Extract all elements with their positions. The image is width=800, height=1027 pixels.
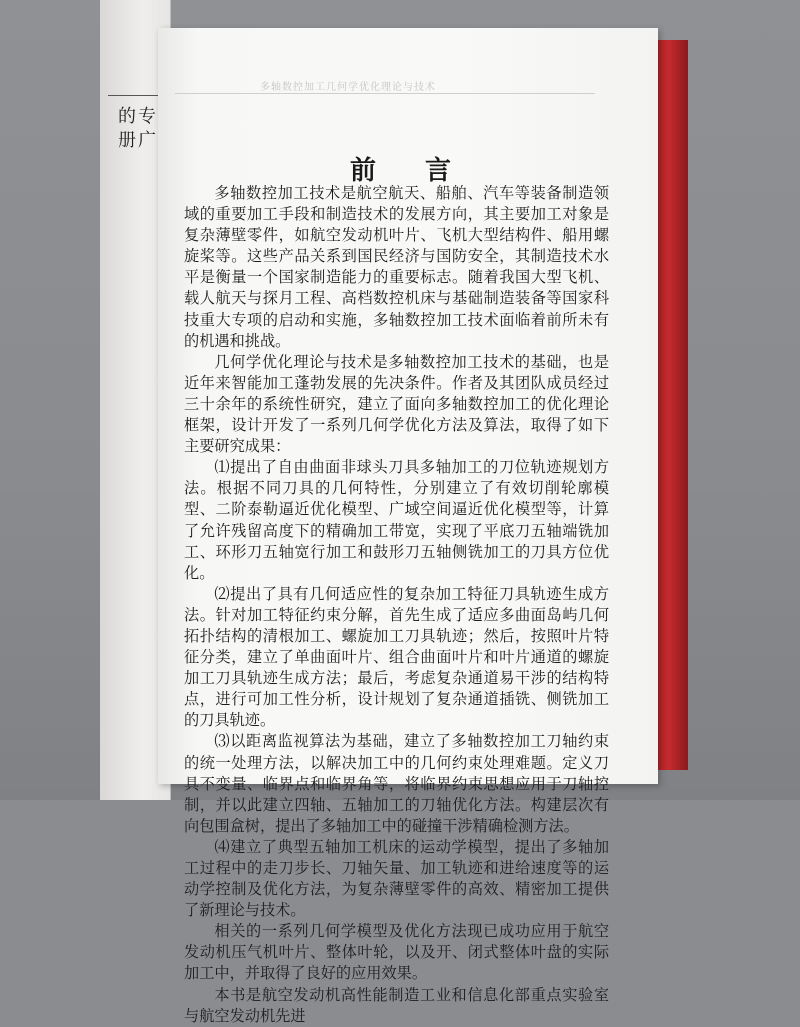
paragraph: ⑴提出了自由曲面非球头刀具多轴加工的刀位轨迹规划方法。根据不同刀具的几何特性，分别建立了有效切削轮廓模型、二阶泰勒逼近优化模型、广域空间逼近优化模型等，计算了允许残留高度下的精确加工带宽，实现了平底刀五轴端铣加工、环形刀五轴宽行加工和鼓形刀五轴侧铣加工的刀具方位优化。 (184, 458, 609, 582)
paragraph: 本书是航空发动机高性能制造工业和信息化部重点实验室与航空发动机先进 (184, 985, 609, 1025)
paragraph: ⑷建立了典型五轴加工机床的运动学模型，提出了多轴加工过程中的走刀步长、刀轴矢量、加工轨迹和进给速度等的运动学控制及优化方法，为复杂薄壁零件的高效、精密加工提供了新理论与技术。 (184, 837, 609, 920)
left-page-fragment: 的专 (118, 106, 158, 127)
running-header: 多轴数控加工几何学优化理论与技术 (260, 82, 436, 93)
left-page-rule (108, 95, 158, 96)
paragraph: 多轴数控加工技术是航空航天、船舶、汽车等装备制造领域的重要加工手段和制造技术的发展方向，其主要加工对象是复杂薄壁零件，如航空发动机叶片、飞机大型结构件、船用螺旋桨等。这些产品关系到国民经济与国防安全，其制造技术水平是衡量一个国家制造能力的重要标志。随着我国大型飞机、载人航天与探月工程、高档数控机床与基础制造装备等国家科技重大专项的启动和实施，多轴数控加工技术面临着前所未有的机遇和挑战。 (184, 184, 609, 350)
left-page-fragment: 册广 (118, 130, 158, 151)
page-title: 前 言 (350, 156, 472, 186)
body-text (184, 183, 609, 1027)
header-rule (175, 93, 595, 94)
paragraph: ⑶以距离监视算法为基础，建立了多轴数控加工刀轴约束的统一处理方法，以解决加工中的几何约束处理难题。定义刀具不变量、临界点和临界角等，将临界约束思想应用于刀轴控制，并以此建立四轴、五轴加工的刀轴优化方法。构建层次有向包围盒树，提出了多轴加工中的碰撞干涉精确检测方法。 (184, 732, 609, 835)
paragraph: 几何学优化理论与技术是多轴数控加工技术的基础，也是近年来智能加工蓬勃发展的先决条件。作者及其团队成员经过三十余年的系统性研究，建立了面向多轴数控加工的优化理论框架，设计开发了一系列几何学优化方法及算法，取得了如下主要研究成果： (184, 352, 609, 456)
paragraph: 相关的一系列几何学模型及优化方法现已成功应用于航空发动机压气机叶片、整体叶轮，以及开、闭式整体叶盘的实际加工中，并取得了良好的应用效果。 (184, 922, 609, 983)
paragraph: ⑵提出了具有几何适应性的复杂加工特征刀具轨迹生成方法。针对加工特征约束分解，首先生成了适应多曲面岛屿几何拓扑结构的清根加工、螺旋加工刀具轨迹；然后，按照叶片特征分类，建立了单曲面叶片、组合曲面叶片和叶片通道的螺旋加工刀具轨迹生成方法；最后，考虑复杂通道易干涉的结构特点，进行可加工性分析，设计规划了复杂通道插铣、侧铣加工的刀具轨迹。 (184, 584, 609, 730)
